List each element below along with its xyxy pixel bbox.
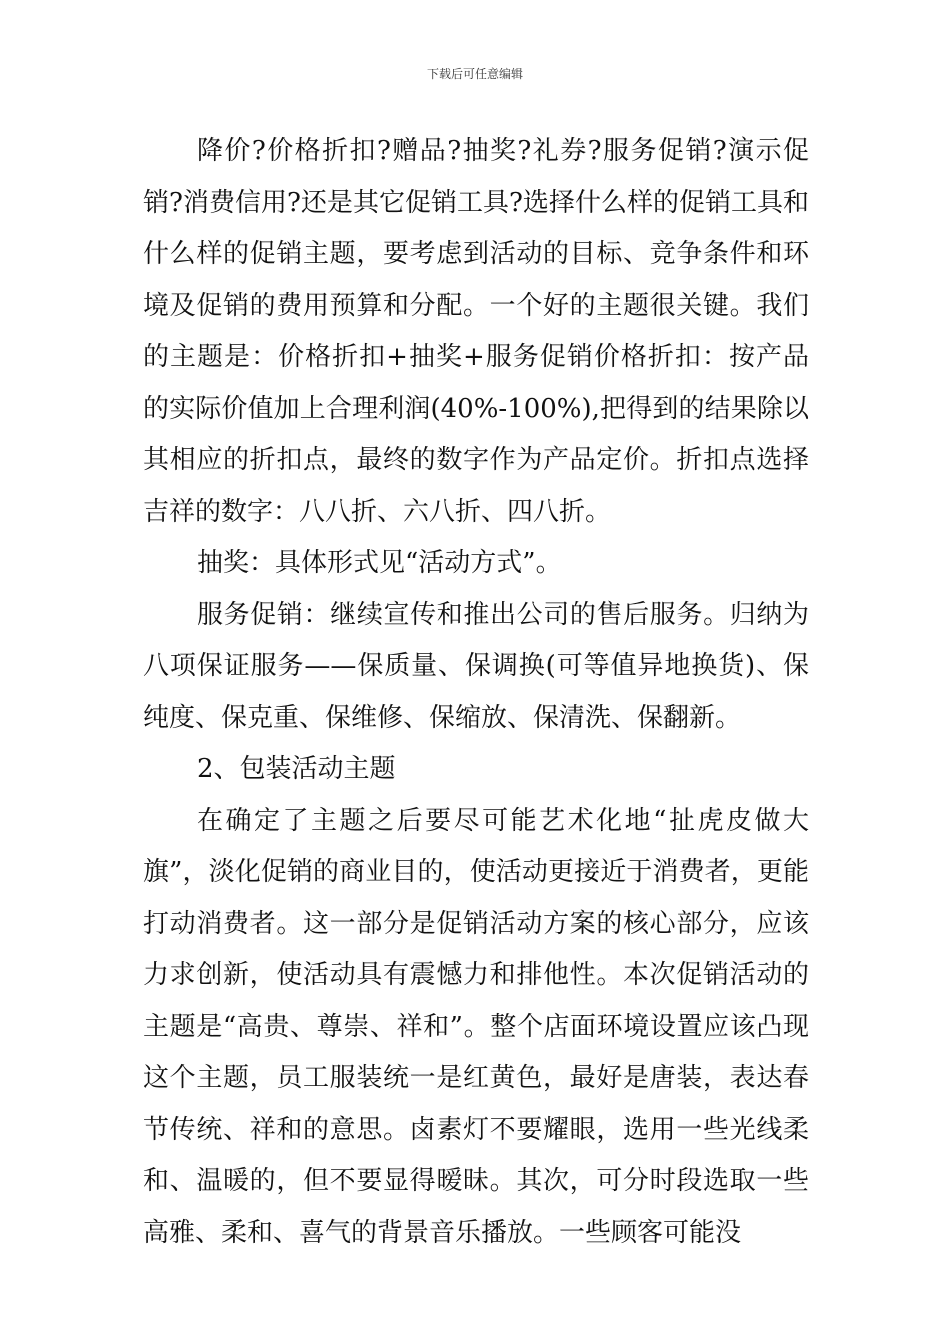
document-body xyxy=(143,126,809,1259)
paragraph-lottery: 抽奖：具体形式见“活动方式”。 xyxy=(197,548,562,578)
paragraph-service-promotion: 服务促销：继续宣传和推出公司的售后服务。归纳为八项保证服务——保质量、保调换(可等值异地换货)、保纯度、保克重、保维修、保缩放、保清洗、保翻新。 xyxy=(143,599,809,733)
paragraph-promotion-tools: 降价?价格折扣?赠品?抽奖?礼券?服务促销?演示促销?消费信用?还是其它促销工具?选择什么样的促销工具和什么样的促销主题，要考虑到活动的目标、竞争条件和环境及促销的费用预算和分配。一个好的主题很关键。我们的主题是：价格折扣+抽奖+服务促销价格折扣：按产品的实际价值加上合理利润(40%-100%),把得到的结果除以其相应的折扣点，最终的数字作为产品定价。折扣点选择吉祥的数字：八八折、六八折、四八折。 xyxy=(143,136,809,527)
paragraph-packaging-theme: 在确定了主题之后要尽可能艺术化地“扯虎皮做大旗”，淡化促销的商业目的，使活动更接近于消费者，更能打动消费者。这一部分是促销活动方案的核心部分，应该力求创新，使活动具有震憾力和排他性。本次促销活动的主题是“高贵、尊崇、祥和”。整个店面环境设置应该凸现这个主题，员工服装统一是红黄色，最好是唐装，表达春节传统、祥和的意思。卤素灯不要耀眼，选用一些光线柔和、温暖的，但不要显得暧昧。其次，可分时段选取一些高雅、柔和、喜气的背景音乐播放。一些顾客可能没 xyxy=(143,805,809,1248)
section-heading-packaging-theme: 2、包装活动主题 xyxy=(197,754,396,784)
page-header: 下载后可任意编辑 xyxy=(426,67,523,81)
